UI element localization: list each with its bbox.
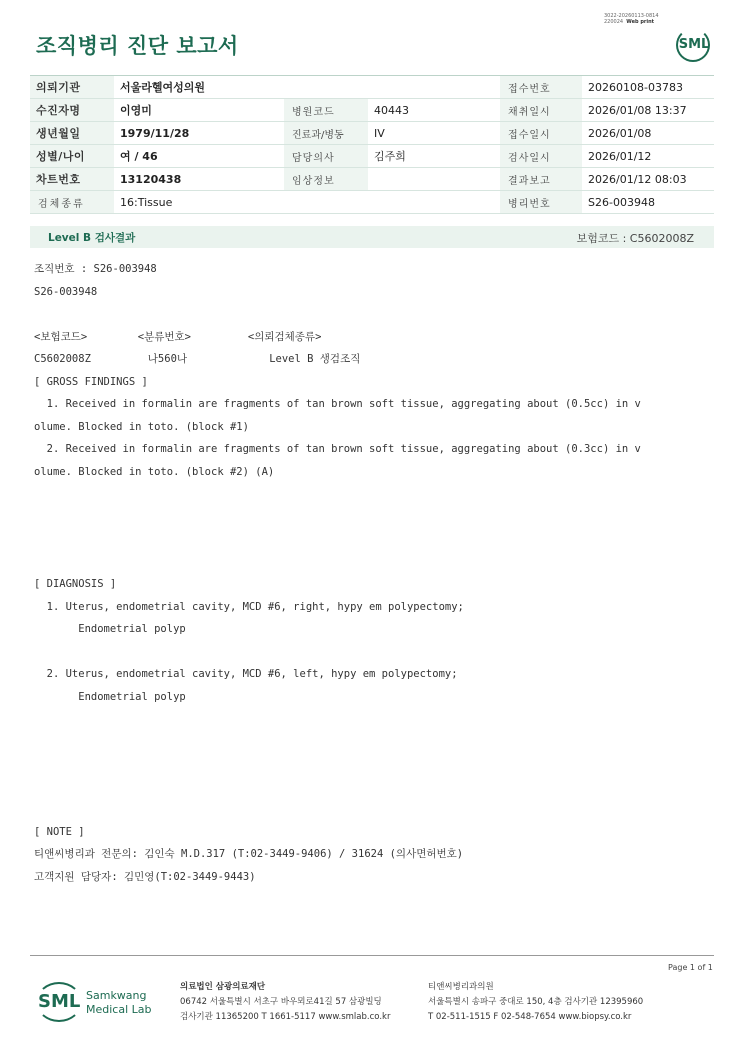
- report-line: <보험코드> <분류번호> <의뢰검체종류>: [34, 330, 322, 343]
- report-title: 조직병리 진단 보고서: [36, 34, 239, 58]
- value-accession-number: 20260108-03783: [582, 76, 714, 99]
- patient-info-table: [30, 75, 714, 214]
- print-code-line2: 220024 Web print: [604, 19, 655, 25]
- value-hospital-code: 40443: [368, 99, 500, 122]
- report-line: [34, 798, 641, 821]
- logo-text: SML: [678, 37, 710, 52]
- footer-logo-sml: SML: [38, 991, 81, 1012]
- report-line: olume. Blocked in toto. (block #1): [34, 420, 249, 433]
- footer-clinic-address: 서울특별시 송파구 중대로 150, 4층 검사기관 12395960: [428, 997, 644, 1007]
- report-body: [34, 258, 641, 888]
- footer-clinic-name: 티앤씨병리과의원: [428, 982, 494, 992]
- report-line: [ NOTE ]: [34, 825, 85, 838]
- report-line: [ DIAGNOSIS ]: [34, 578, 117, 590]
- table-row: [30, 145, 714, 168]
- label-sex-age: 성별/나이: [30, 145, 114, 168]
- value-requesting-clinic: 서울라헬여성의원: [114, 76, 500, 99]
- footer-clinic-info: [428, 980, 643, 1025]
- value-physician: 김주희: [368, 145, 500, 168]
- report-line: [34, 528, 641, 551]
- value-test-date: 2026/01/12: [582, 145, 714, 168]
- print-code-line1: 3022-20260113-0814: [604, 13, 659, 19]
- label-birth-date: 생년월일: [30, 122, 114, 145]
- footer-foundation-contact: 검사기관 11365200 T 1661-5117 www.smlab.co.kr: [180, 1012, 391, 1022]
- label-test-date: 검사일시: [500, 145, 582, 168]
- report-line: [34, 506, 641, 529]
- report-line: 고객지원 담당자: 김민영(T:02-3449-9443): [34, 870, 256, 883]
- label-physician: 담당의사: [284, 145, 368, 168]
- value-pathology-number: S26-003948: [582, 191, 714, 214]
- footer-clinic-contact: T 02-511-1515 F 02-548-7654 www.biopsy.co.kr: [428, 1012, 632, 1022]
- label-clinical-info: 임상정보: [284, 168, 368, 191]
- label-department: 진료과/병동: [284, 122, 368, 145]
- value-patient-name: 이영미: [114, 99, 284, 122]
- value-sex-age: 여 / 46: [114, 145, 284, 168]
- label-chart-number: 차트번호: [30, 168, 114, 191]
- footer-divider: [30, 955, 714, 956]
- report-line: S26-003948: [34, 285, 98, 298]
- label-pathology-number: 병리번호: [500, 191, 582, 214]
- report-line: 2. Received in formalin are fragments of tan brown soft tissue, aggregating about (0.3cc) in v: [34, 443, 641, 455]
- report-line: C5602008Z 나560나 Level B 생검조직: [34, 353, 361, 365]
- label-patient-name: 수진자명: [30, 99, 114, 122]
- report-line: 2. Uterus, endometrial cavity, MCD #6, left, hypy em polypectomy;: [34, 668, 458, 680]
- report-line: [34, 303, 641, 326]
- value-collection-date: 2026/01/08 13:37: [582, 99, 714, 122]
- samkwang-logo: [36, 980, 176, 1024]
- footer-foundation-address: 06742 서울특별시 서초구 바우뫼로41길 57 삼광빌딩: [180, 997, 382, 1007]
- footer-logo-name2: Medical Lab: [86, 1003, 152, 1016]
- label-specimen-type: 검체종류: [30, 191, 114, 214]
- value-receipt-date: 2026/01/08: [582, 122, 714, 145]
- label-collection-date: 채취일시: [500, 99, 582, 122]
- report-line: olume. Blocked in toto. (block #2) (A): [34, 465, 275, 478]
- report-line: [34, 731, 641, 754]
- sml-logo: [674, 26, 714, 66]
- report-line: [34, 776, 641, 799]
- footer-logo-name1: Samkwang: [86, 989, 147, 1002]
- report-line: 조직번호 : S26-003948: [34, 263, 157, 275]
- page-number: Page 1 of 1: [668, 963, 713, 972]
- value-birth-date: 1979/11/28: [114, 122, 284, 145]
- report-line: [34, 483, 641, 506]
- report-line: 1. Uterus, endometrial cavity, MCD #6, right, hypy em polypectomy;: [34, 600, 464, 613]
- table-row: [30, 168, 714, 191]
- print-code: [604, 13, 659, 25]
- insurance-code: 보험코드 : C5602008Z: [576, 232, 694, 245]
- report-line: [34, 641, 641, 664]
- value-result-report: 2026/01/12 08:03: [582, 168, 714, 191]
- level-title: Level B 검사결과: [48, 232, 136, 244]
- label-accession-number: 접수번호: [500, 76, 582, 99]
- value-chart-number: 13120438: [114, 168, 284, 191]
- label-requesting-clinic: 의뢰기관: [30, 76, 114, 99]
- report-line: [34, 551, 641, 574]
- report-line: [ GROSS FINDINGS ]: [34, 375, 148, 388]
- table-row: [30, 99, 714, 122]
- table-row: [30, 191, 714, 214]
- footer-foundation-name: 의료법인 삼광의료재단: [180, 982, 266, 992]
- value-department: IV: [368, 122, 500, 145]
- footer-foundation-info: [180, 980, 390, 1025]
- value-clinical-info: [368, 168, 500, 191]
- level-result-bar: [30, 226, 714, 248]
- label-result-report: 결과보고: [500, 168, 582, 191]
- report-line: [34, 708, 641, 731]
- report-line: 1. Received in formalin are fragments of tan brown soft tissue, aggregating about (0.5cc) in v: [34, 398, 641, 410]
- report-line: Endometrial polyp: [34, 690, 186, 703]
- report-line: [34, 753, 641, 776]
- label-receipt-date: 접수일시: [500, 122, 582, 145]
- label-hospital-code: 병원코드: [284, 99, 368, 122]
- report-line: Endometrial polyp: [34, 623, 186, 635]
- table-row: [30, 76, 714, 99]
- report-line: 티앤씨병리과 전문의: 김인숙 M.D.317 (T:02-3449-9406) / 31624 (의사면허번호): [34, 848, 464, 860]
- value-specimen-type: 16:Tissue: [114, 191, 500, 214]
- table-row: [30, 122, 714, 145]
